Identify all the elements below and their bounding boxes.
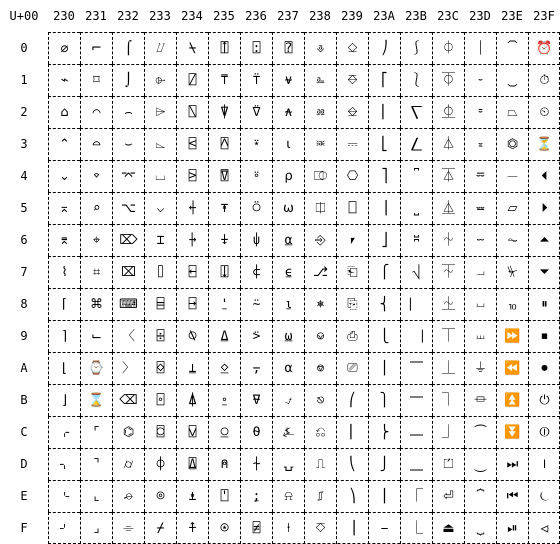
glyph-cell: ⍩: [240, 320, 272, 352]
glyph-cell: ⏇: [432, 256, 464, 288]
glyph-cell: ⎷: [400, 256, 432, 288]
glyph-cell: ⌒: [80, 96, 112, 128]
glyph-cell: ⏀: [432, 32, 464, 64]
glyph-cell: ⏱: [528, 64, 560, 96]
glyph-cell: ⏾: [528, 480, 560, 512]
glyph-cell: ⎈: [304, 288, 336, 320]
row-header: 6: [20, 233, 28, 247]
glyph-cell: ⌆: [48, 224, 80, 256]
glyph-cell: ⍤: [240, 160, 272, 192]
glyph-cell: ⏳: [528, 128, 560, 160]
glyph-cell: ⍂: [176, 96, 208, 128]
glyph-cell: ⎭: [368, 448, 400, 480]
glyph-cell: ⏠: [496, 32, 528, 64]
glyph-cell: ⌡: [112, 64, 144, 96]
row-header: F: [20, 521, 28, 535]
glyph-cell: ⍀: [176, 32, 208, 64]
glyph-cell: ⎝: [336, 448, 368, 480]
glyph-cell: ⌉: [48, 320, 80, 352]
glyph-cell: ⏊: [432, 352, 464, 384]
glyph-cell: ⎖: [336, 224, 368, 256]
glyph-cell: ⌴: [144, 160, 176, 192]
glyph-cell: ⌥: [112, 192, 144, 224]
glyph-cell: ⏅: [432, 192, 464, 224]
glyph-cell: ⌭: [112, 448, 144, 480]
glyph-cell: ⎄: [304, 160, 336, 192]
glyph-cell: ⏦: [496, 224, 528, 256]
glyph-cell: ⎢: [368, 96, 400, 128]
glyph-cell: ⏵: [528, 192, 560, 224]
glyph-cell: ⍞: [208, 480, 240, 512]
glyph-cell: ⌍: [48, 448, 80, 480]
glyph-cell: ⎲: [400, 96, 432, 128]
glyph-cell: ⏩: [496, 320, 528, 352]
glyph-cell: ⎐: [336, 32, 368, 64]
glyph-cell: ⌅: [48, 192, 80, 224]
column-header: 232: [117, 9, 139, 23]
glyph-cell: ⎕: [336, 192, 368, 224]
glyph-cell: ⎽: [400, 448, 432, 480]
glyph-cell: ⍡: [240, 64, 272, 96]
glyph-cell: ⏸: [528, 288, 560, 320]
glyph-cell: ⍓: [208, 128, 240, 160]
glyph-cell: ⎰: [400, 32, 432, 64]
row-header: E: [20, 489, 28, 503]
glyph-cell: ⏮: [496, 480, 528, 512]
column-header: 23A: [373, 9, 395, 23]
glyph-cell: ⏲: [528, 96, 560, 128]
glyph-cell: ⎼: [400, 416, 432, 448]
glyph-cell: ⌠: [112, 32, 144, 64]
glyph-cell: ⏣: [496, 128, 528, 160]
glyph-cell: ⍐: [208, 32, 240, 64]
row-header: 1: [20, 73, 28, 87]
glyph-cell: ⍚: [208, 352, 240, 384]
column-header: 23E: [501, 9, 523, 23]
glyph-cell: ⏐: [464, 32, 496, 64]
glyph-cell: ⎒: [336, 96, 368, 128]
column-header: 23C: [437, 9, 459, 23]
glyph-cell: ⌕: [80, 192, 112, 224]
glyph-cell: ⍾: [272, 480, 304, 512]
glyph-cell: ⌋: [48, 384, 80, 416]
glyph-cell: ⌄: [48, 160, 80, 192]
glyph-cell: ⎆: [304, 224, 336, 256]
glyph-cell: ⎓: [336, 128, 368, 160]
glyph-cell: ⎩: [368, 320, 400, 352]
glyph-cell: ⎱: [400, 64, 432, 96]
glyph-cell: ⌱: [144, 64, 176, 96]
glyph-cell: ⎫: [368, 384, 400, 416]
glyph-cell: ⎧: [368, 256, 400, 288]
glyph-cell: ⏆: [432, 224, 464, 256]
glyph-cell: ⌃: [48, 128, 80, 160]
glyph-cell: ⏼: [528, 416, 560, 448]
glyph-cell: ⍴: [272, 160, 304, 192]
glyph-cell: ⏰: [528, 32, 560, 64]
glyph-cell: ⌓: [80, 128, 112, 160]
row-header: 7: [20, 265, 28, 279]
glyph-cell: ⏌: [432, 416, 464, 448]
glyph-cell: ⌺: [144, 352, 176, 384]
glyph-cell: ⎮: [368, 480, 400, 512]
glyph-cell: ⏬: [496, 416, 528, 448]
glyph-cell: ⌼: [144, 416, 176, 448]
glyph-cell: ⎀: [304, 32, 336, 64]
glyph-cell: ⍉: [176, 320, 208, 352]
glyph-cell: ⎜: [336, 416, 368, 448]
glyph-cell: ⎑: [336, 64, 368, 96]
corner-label: U+00: [9, 9, 39, 23]
glyph-cell: ⌲: [144, 96, 176, 128]
glyph-cell: ⍬: [240, 416, 272, 448]
glyph-cell: ⍮: [240, 480, 272, 512]
glyph-cell: ⌰: [144, 32, 176, 64]
glyph-cell: ⏨: [496, 288, 528, 320]
glyph-cell: ⌊: [48, 352, 80, 384]
glyph-cell: ⎳: [400, 128, 432, 160]
column-header: 238: [309, 9, 331, 23]
column-header: 234: [181, 9, 203, 23]
glyph-cell: ⏎: [432, 480, 464, 512]
glyph-cell: ⍹: [272, 320, 304, 352]
glyph-cell: ⌙: [80, 320, 112, 352]
glyph-cell: ⎍: [304, 448, 336, 480]
glyph-cell: ⍿: [272, 512, 304, 544]
glyph-cell: ⍳: [272, 128, 304, 160]
glyph-cell: ⍫: [240, 384, 272, 416]
glyph-cell: ⏺: [528, 352, 560, 384]
glyph-cell: ⎉: [304, 320, 336, 352]
glyph-cell: ⌧: [112, 256, 144, 288]
glyph-cell: ⏿: [528, 512, 560, 544]
glyph-cell: ⍯: [240, 512, 272, 544]
glyph-cell: ⎵: [400, 192, 432, 224]
glyph-cell: ⎗: [336, 256, 368, 288]
glyph-cell: ⏔: [464, 160, 496, 192]
glyph-cell: ⎹: [400, 320, 432, 352]
glyph-cell: ⍵: [272, 192, 304, 224]
glyph-cell: ⎟: [336, 512, 368, 544]
glyph-cell: ⍧: [240, 256, 272, 288]
glyph-cell: ⌜: [80, 416, 112, 448]
glyph-cell: ⌦: [112, 224, 144, 256]
glyph-cell: ⏫: [496, 384, 528, 416]
glyph-cell: ⍋: [176, 384, 208, 416]
glyph-cell: ⏃: [432, 128, 464, 160]
glyph-cell: ⌁: [48, 64, 80, 96]
glyph-cell: ⍁: [176, 64, 208, 96]
glyph-cell: ⏜: [464, 416, 496, 448]
column-header: 23F: [533, 9, 555, 23]
glyph-cell: ⍄: [176, 160, 208, 192]
row-header: 8: [20, 297, 28, 311]
glyph-cell: ⏚: [464, 352, 496, 384]
glyph-cell: ⍖: [208, 224, 240, 256]
glyph-cell: ⍲: [272, 96, 304, 128]
glyph-cell: ⏉: [432, 320, 464, 352]
column-header: 235: [213, 9, 235, 23]
row-header: 3: [20, 137, 28, 151]
glyph-cell: ⎨: [368, 288, 400, 320]
glyph-cell: ⎛: [336, 384, 368, 416]
glyph-cell: ⌈: [48, 288, 80, 320]
row-header: C: [20, 425, 28, 439]
glyph-cell: ⌾: [144, 480, 176, 512]
glyph-cell: ⏤: [496, 160, 528, 192]
glyph-cell: ⌣: [112, 128, 144, 160]
glyph-cell: ⎣: [368, 128, 400, 160]
glyph-cell: ⎤: [368, 160, 400, 192]
glyph-cell: ⍙: [208, 320, 240, 352]
glyph-cell: ⍺: [272, 352, 304, 384]
glyph-cell: ⏖: [464, 224, 496, 256]
glyph-cell: ⎺: [400, 352, 432, 384]
glyph-cell: ⎘: [336, 288, 368, 320]
glyph-cell: ⎁: [304, 64, 336, 96]
glyph-cell: ⎃: [304, 128, 336, 160]
glyph-cell: ⏪: [496, 352, 528, 384]
glyph-cell: ⌯: [112, 512, 144, 544]
glyph-cell: ⎪: [368, 352, 400, 384]
glyph-cell: ⍈: [176, 288, 208, 320]
glyph-cell: ⍏: [176, 512, 208, 544]
column-header: 236: [245, 9, 267, 23]
glyph-cell: ⏍: [432, 448, 464, 480]
glyph-cell: ⏏: [432, 512, 464, 544]
glyph-cell: ⌀: [48, 32, 80, 64]
glyph-cell: ⍕: [208, 192, 240, 224]
row-header: D: [20, 457, 28, 471]
glyph-cell: ⏶: [528, 224, 560, 256]
row-header: B: [20, 393, 28, 407]
glyph-cell: ⎇: [304, 256, 336, 288]
glyph-cell: ⏯: [496, 512, 528, 544]
glyph-cell: ⏈: [432, 288, 464, 320]
glyph-cell: ⎋: [304, 384, 336, 416]
glyph-cell: ⌵: [144, 192, 176, 224]
glyph-cell: ⎊: [304, 352, 336, 384]
row-header: 5: [20, 201, 28, 215]
column-header: 239: [341, 9, 363, 23]
glyph-cell: ⏻: [528, 384, 560, 416]
glyph-cell: ⍌: [176, 416, 208, 448]
glyph-cell: ⏭: [496, 448, 528, 480]
glyph-cell: ⎏: [304, 512, 336, 544]
glyph-cell: ⎦: [368, 224, 400, 256]
glyph-cell: ⎿: [400, 512, 432, 544]
glyph-cell: ⏄: [432, 160, 464, 192]
column-header: 231: [85, 9, 107, 23]
glyph-cell: ⎬: [368, 416, 400, 448]
glyph-cell: ⎞: [336, 480, 368, 512]
glyph-cell: ⍷: [272, 256, 304, 288]
glyph-cell: ⌤: [112, 160, 144, 192]
glyph-cell: ⍟: [208, 512, 240, 544]
glyph-cell: ⌔: [80, 160, 112, 192]
glyph-cell: ⏙: [464, 320, 496, 352]
glyph-cell: ⍪: [240, 352, 272, 384]
glyph-cell: ⏕: [464, 192, 496, 224]
glyph-cell: ⌷: [144, 256, 176, 288]
row-header: 0: [20, 41, 28, 55]
column-header: 23B: [405, 9, 427, 23]
glyph-cell: ⎂: [304, 96, 336, 128]
glyph-cell: ⍢: [240, 96, 272, 128]
glyph-cell: ⍻: [272, 384, 304, 416]
glyph-cell: ⌳: [144, 128, 176, 160]
glyph-cell: ⍥: [240, 192, 272, 224]
glyph-cell: ⏓: [464, 128, 496, 160]
glyph-cell: ⍦: [240, 224, 272, 256]
glyph-cell: ⎠: [368, 32, 400, 64]
glyph-cell: ⎚: [336, 352, 368, 384]
glyph-cell: ⏥: [496, 192, 528, 224]
glyph-cell: ⎾: [400, 480, 432, 512]
glyph-cell: ⍜: [208, 416, 240, 448]
glyph-cell: ⏹: [528, 320, 560, 352]
glyph-cell: ⌖: [80, 224, 112, 256]
glyph-cell: ⍝: [208, 448, 240, 480]
glyph-cell: ⎎: [304, 480, 336, 512]
column-header: 230: [53, 9, 75, 23]
glyph-cell: ⏝: [464, 448, 496, 480]
row-header: A: [20, 361, 28, 375]
glyph-cell: ⏂: [432, 96, 464, 128]
glyph-cell: ⍼: [272, 416, 304, 448]
glyph-cell: ⌿: [144, 512, 176, 544]
glyph-cell: ⍔: [208, 160, 240, 192]
glyph-cell: ⌻: [144, 384, 176, 416]
column-header: 237: [277, 9, 299, 23]
glyph-cell: ⎥: [368, 192, 400, 224]
glyph-cell: ⌫: [112, 384, 144, 416]
glyph-cell: ⎔: [336, 160, 368, 192]
glyph-cell: ⍅: [176, 192, 208, 224]
glyph-cell: ⌎: [48, 480, 80, 512]
glyph-cell: ⌏: [48, 512, 80, 544]
glyph-cell: ⏗: [464, 256, 496, 288]
glyph-cell: ⍶: [272, 224, 304, 256]
glyph-cell: 〉: [112, 352, 144, 384]
glyph-cell: ⎯: [368, 512, 400, 544]
glyph-cell: ⎴: [400, 160, 432, 192]
glyph-cell: ⎌: [304, 416, 336, 448]
glyph-cell: ⏡: [496, 64, 528, 96]
glyph-cell: ⍽: [272, 448, 304, 480]
glyph-cell: ⍍: [176, 448, 208, 480]
glyph-cell: ⎅: [304, 192, 336, 224]
glyph-cell: ⌢: [112, 96, 144, 128]
glyph-cell: ⌑: [80, 64, 112, 96]
glyph-cell: ⍎: [176, 480, 208, 512]
glyph-cell: ⎻: [400, 384, 432, 416]
glyph-cell: ⏞: [464, 480, 496, 512]
glyph-cell: ⌟: [80, 512, 112, 544]
glyph-cell: ⌐: [80, 32, 112, 64]
glyph-cell: ⏷: [528, 256, 560, 288]
glyph-cell: ⌞: [80, 480, 112, 512]
glyph-cell: 〈: [112, 320, 144, 352]
glyph-cell: ⏋: [432, 384, 464, 416]
glyph-cell: ⌝: [80, 448, 112, 480]
glyph-cell: ⌹: [144, 320, 176, 352]
glyph-cell: ⏧: [496, 256, 528, 288]
glyph-cell: ⎶: [400, 224, 432, 256]
glyph-cell: ⍇: [176, 256, 208, 288]
glyph-cell: ⌘: [80, 288, 112, 320]
row-header: 9: [20, 329, 28, 343]
glyph-cell: ⌮: [112, 480, 144, 512]
glyph-cell: ⏒: [464, 96, 496, 128]
column-header: 23D: [469, 9, 491, 23]
glyph-cell: ⍸: [272, 288, 304, 320]
glyph-cell: ⍱: [272, 64, 304, 96]
glyph-cell: ⍘: [208, 288, 240, 320]
glyph-cell: ⎙: [336, 320, 368, 352]
column-header: 233: [149, 9, 171, 23]
glyph-cell: ⎡: [368, 64, 400, 96]
glyph-cell: ⍛: [208, 384, 240, 416]
glyph-cell: ⌽: [144, 448, 176, 480]
glyph-cell: ⌶: [144, 224, 176, 256]
glyph-cell: ⍠: [240, 32, 272, 64]
glyph-cell: ⌛: [80, 384, 112, 416]
glyph-cell: ⍗: [208, 256, 240, 288]
glyph-cell: ⌂: [48, 96, 80, 128]
glyph-cell: ⍣: [240, 128, 272, 160]
glyph-cell: ⍃: [176, 128, 208, 160]
glyph-cell: ⍊: [176, 352, 208, 384]
glyph-cell: ⏟: [464, 512, 496, 544]
glyph-cell: ⍆: [176, 224, 208, 256]
row-header: 4: [20, 169, 28, 183]
glyph-cell: ⍒: [208, 96, 240, 128]
glyph-cell: ⏑: [464, 64, 496, 96]
glyph-cell: ⏢: [496, 96, 528, 128]
glyph-cell: ⌬: [112, 416, 144, 448]
glyph-cell: ⌌: [48, 416, 80, 448]
glyph-cell: ⌨: [112, 288, 144, 320]
glyph-cell: ⌗: [80, 256, 112, 288]
glyph-cell: ⏘: [464, 288, 496, 320]
glyph-cell: ⏴: [528, 160, 560, 192]
glyph-cell: ⍑: [208, 64, 240, 96]
glyph-cell: ⌸: [144, 288, 176, 320]
glyph-cell: ⌚: [80, 352, 112, 384]
glyph-cell: ⏛: [464, 384, 496, 416]
glyph-cell: ⍭: [240, 448, 272, 480]
glyph-cell: ⏽: [528, 448, 560, 480]
glyph-cell: ⍨: [240, 288, 272, 320]
glyph-cell: ⍰: [272, 32, 304, 64]
glyph-cell: ⌇: [48, 256, 80, 288]
row-header: 2: [20, 105, 28, 119]
glyph-cell: ⏁: [432, 64, 464, 96]
glyph-cell: ⎸: [400, 288, 432, 320]
